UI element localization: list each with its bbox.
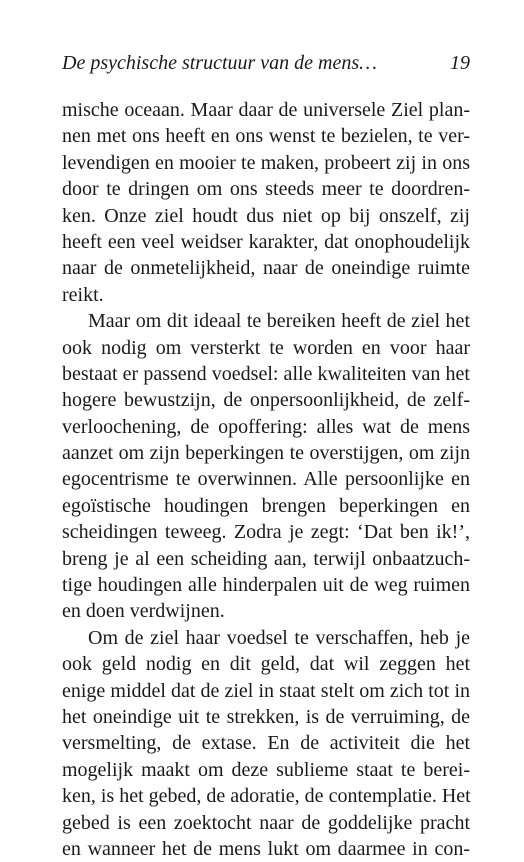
paragraph-3 xyxy=(62,625,470,862)
text-line: ook geld nodig en dit geld, dat wil zeggen het xyxy=(62,653,470,676)
text-line: aanzet om zijn beperkingen te overstijgen, om zijn xyxy=(62,442,470,465)
page-number: 19 xyxy=(450,52,470,74)
text-line: naar de onmetelijkheid, naar de oneindige ruimte xyxy=(62,257,470,280)
text-line: en doen verdwijnen. xyxy=(62,600,225,623)
text-line: en wanneer het de mens lukt om daarmee in con- xyxy=(62,837,470,860)
text-line: door te dringen om ons steeds meer te doordren- xyxy=(62,178,470,201)
text-line: verloochening, de opoffering: alles wat de mens xyxy=(62,415,470,438)
text-line: egocentrisme te overwinnen. Alle persoonlijke en xyxy=(62,468,470,491)
text-line: reikt. xyxy=(62,283,104,306)
text-line: enige middel dat de ziel in staat stelt om zich tot in xyxy=(62,679,470,702)
text-line: Maar om dit ideaal te bereiken heeft de ziel het xyxy=(88,310,470,333)
body-text xyxy=(62,97,470,862)
text-line: levendigen en mooier te maken, probeert zij in ons xyxy=(62,151,470,174)
text-line: heeft een veel weidser karakter, dat onophoudelijk xyxy=(62,230,470,253)
text-line: bestaat er passend voedsel: alle kwaliteiten van het xyxy=(62,362,470,385)
text-line: ken, is het gebed, de adoratie, de contemplatie. Het xyxy=(62,785,471,808)
paragraph-1 xyxy=(62,97,470,308)
paragraph-2 xyxy=(62,308,470,625)
running-head xyxy=(62,52,470,80)
text-line: ken. Onze ziel houdt dus niet op bij onszelf, zij xyxy=(62,204,470,227)
text-line: tige houdingen alle hinderpalen uit de weg ruimen xyxy=(62,574,470,597)
running-title: De psychische structuur van de mens… xyxy=(62,52,377,74)
text-line: egoïstische houdingen brengen beperkingen en xyxy=(62,494,470,517)
text-line: scheidingen teweeg. Zodra je zegt: ‘Dat ben ik!’, xyxy=(62,521,470,544)
text-line: het oneindige uit te strekken, is de verruiming, de xyxy=(62,705,470,728)
text-line: gebed is een zoektocht naar de goddelijke pracht xyxy=(62,811,470,834)
text-line: versmelting, de extase. En de activiteit die het xyxy=(62,732,470,755)
text-line: nen met ons heeft en ons wenst te bezielen, te ver- xyxy=(62,125,470,148)
text-line: ook nodig om versterkt te worden en voor haar xyxy=(62,336,470,359)
text-line: mische oceaan. Maar daar de universele Ziel plan- xyxy=(62,99,470,121)
text-line: hogere bewustzijn, de onpersoonlijkheid, de zelf- xyxy=(62,389,470,412)
text-line: breng je al een scheiding aan, terwijl onbaatzuch- xyxy=(62,547,470,570)
text-line: Om de ziel haar voedsel te verschaffen, heb je xyxy=(88,626,470,649)
text-line: mogelijk maakt om deze sublieme staat te berei- xyxy=(62,758,470,781)
